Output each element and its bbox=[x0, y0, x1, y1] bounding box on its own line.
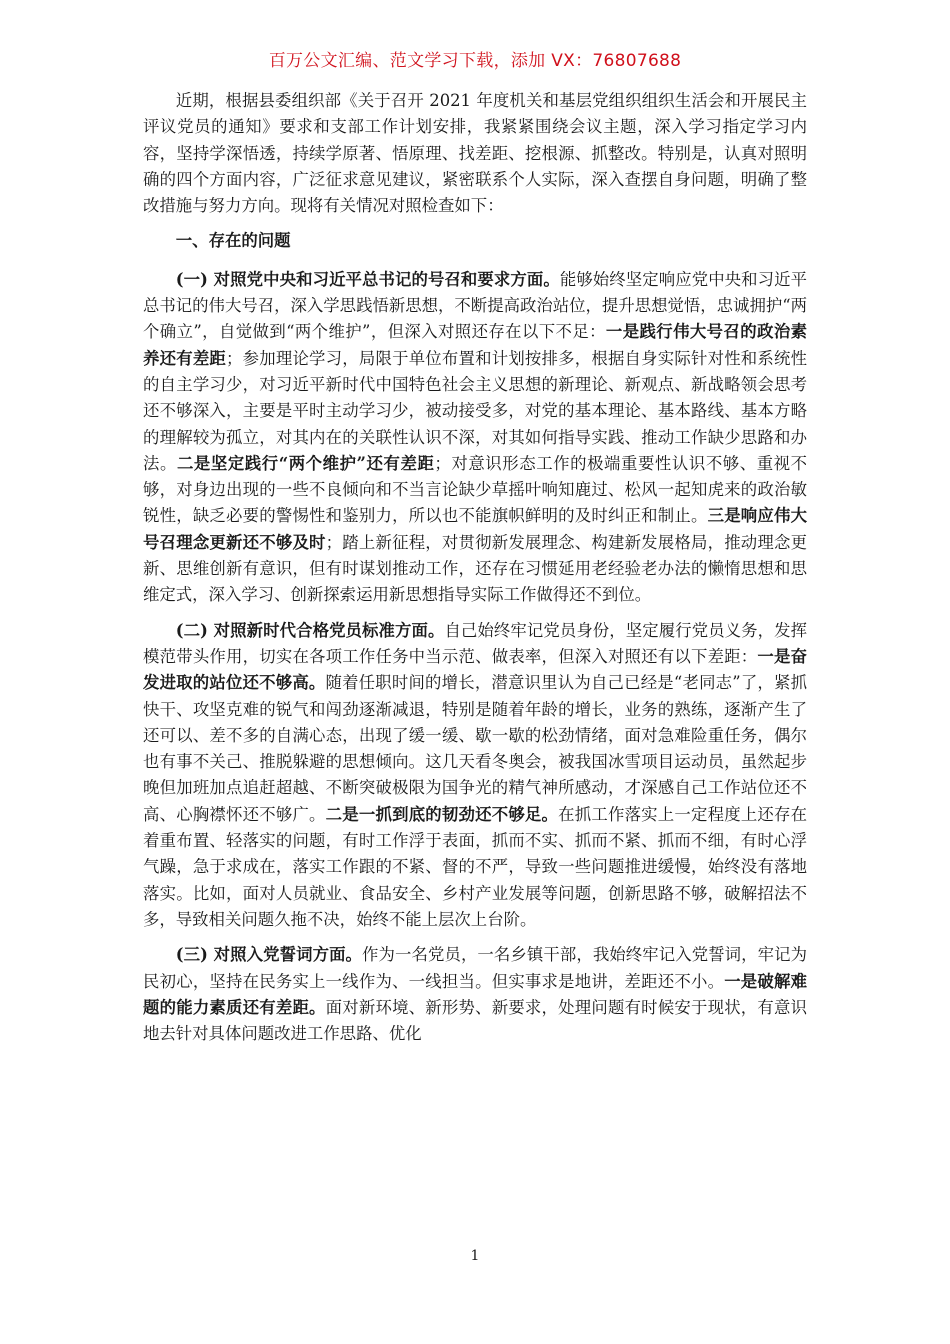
body-text: 能够始终坚定响应党中央和习近平总书记的伟大号召，深入学思践悟新思想，不断提高政治站位，提升思想觉悟，忠诚拥护“两个确立”，自觉做到“两个维护”，但深入对照还存在以下不足： bbox=[143, 269, 808, 342]
body-text: ；对意识形态工作的极端重要性认识不够、重视不够，对身边出现的一些不良倾向和不当言论缺少草摇叶响知鹿过、松风一起知虎来的政治敏锐性，缺乏必要的警惕性和鉴别力，所以也不能旗帜鲜明的及时纠正和制止。 bbox=[143, 453, 808, 526]
document-body bbox=[143, 88, 807, 1056]
key-point: 一是践行伟大号召的政治素养还有差距 bbox=[143, 322, 807, 368]
subheading: (一) 对照党中央和习近平总书记的号召和要求方面。 bbox=[175, 269, 560, 289]
section-heading-problems: 一、存在的问题 bbox=[175, 231, 291, 251]
key-point: 三是响应伟大号召理念更新还不够及时 bbox=[143, 506, 808, 552]
subheading: (三) 对照入党誓词方面。 bbox=[175, 945, 363, 965]
body-text: 自己始终牢记党员身份，坚定履行党员义务，发挥模范带头作用，切实在各项工作任务中当示范、做表率，但深入对照还有以下差距： bbox=[143, 620, 807, 666]
watermark-banner: 百万公文汇编、范文学习下载，添加 VX：76807688 bbox=[268, 51, 682, 71]
key-point: 一是破解难题的能力素质还有差距。 bbox=[143, 971, 807, 1017]
body-text: 作为一名党员，一名乡镇干部，我始终牢记入党誓词，牢记为民初心，坚持在民务实上一线作为、一线担当。但实事求是地讲，差距还不小。 bbox=[143, 945, 808, 991]
body-text: ；踏上新征程，对贯彻新发展理念、构建新发展格局，推动理念更新、思维创新有意识，但有时谋划推动工作，还存在习惯延用老经验老办法的懒惰思想和思维定式，深入学习、创新探索运用新思想指导实际工作做得还不到位。 bbox=[143, 532, 808, 605]
paragraph-party-member-standard bbox=[143, 618, 807, 934]
body-text: 随着任职时间的增长，潜意识里认为自己已经是“老同志”了，紧抓快干、攻坚克难的锐气和闯劲逐渐减退，特别是随着年龄的增长，业务的熟练，逐渐产生了还可以、差不多的自满心态，出现了缓一缓、歇一歇的松劲情绪，面对急难险重任务，偶尔也有事不关己、推脱躲避的思想倾向。这几天看冬奥会，被我国冰雪项目运动员，虽然起步晚但加班加点追赶超越、不断突破极限为国争光的精气神所感动，才深感自己工作站位还不高、心胸襟怀还不够广。 bbox=[143, 673, 807, 824]
body-text: 在抓工作落实上一定程度上还存在着重布置、轻落实的问题，有时工作浮于表面，抓而不实、抓而不紧、抓而不细，有时心浮气躁，急于求成在，落实工作跟的不紧、督的不严，导致一些问题推进缓慢，始终没有落地落实。比如，面对人员就业、食品安全、乡村产业发展等问题，创新思路不够，破解招法不多，导致相关问题久拖不决，始终不能上层次上台阶。 bbox=[143, 804, 808, 929]
body-text: 面对新环境、新形势、新要求，处理问题有时候安于现状，有意识地去针对具体问题改进工作思路、优化 bbox=[143, 997, 808, 1044]
key-point: 二是坚定践行“两个维护”还有差距 bbox=[176, 453, 435, 473]
page-number: 1 bbox=[470, 1248, 480, 1264]
subheading: (二) 对照新时代合格党员标准方面。 bbox=[175, 620, 445, 640]
key-point: 二是一抓到底的韧劲还不够足。 bbox=[325, 804, 559, 824]
paragraph-party-oath bbox=[143, 942, 807, 1047]
body-text: ；参加理论学习，局限于单位布置和计划按排多，根据自身实际针对性和系统性的自主学习少，对习近平新时代中国特色社会主义思想的新理论、新观点、新战略领会思考还不够深入，主要是平时主动学习少，被动接受多，对党的基本理论、基本路线、基本方略的理解较为孤立，对其内在的关联性认识不深，对其如何指导实践、推动工作缺少思路和办法。 bbox=[143, 348, 808, 473]
intro-paragraph: 近期，根据县委组织部《关于召开 2021 年度机关和基层党组织组织生活会和开展民主评议党员的通知》要求和支部工作计划安排，我紧紧围绕会议主题，深入学习指定学习内容，坚持学深悟透，持续学原著、悟原理、找差距、挖根源、抓整改。特别是，认真对照明确的四个方面内容，广泛征求意见建议，紧密联系个人实际，深入查摆自身问题，明确了整改措施与努力方向。现将有关情况对照检查如下： bbox=[143, 91, 807, 216]
key-point: 一是奋发进取的站位还不够高。 bbox=[143, 646, 808, 693]
paragraph-central-call bbox=[143, 267, 807, 609]
